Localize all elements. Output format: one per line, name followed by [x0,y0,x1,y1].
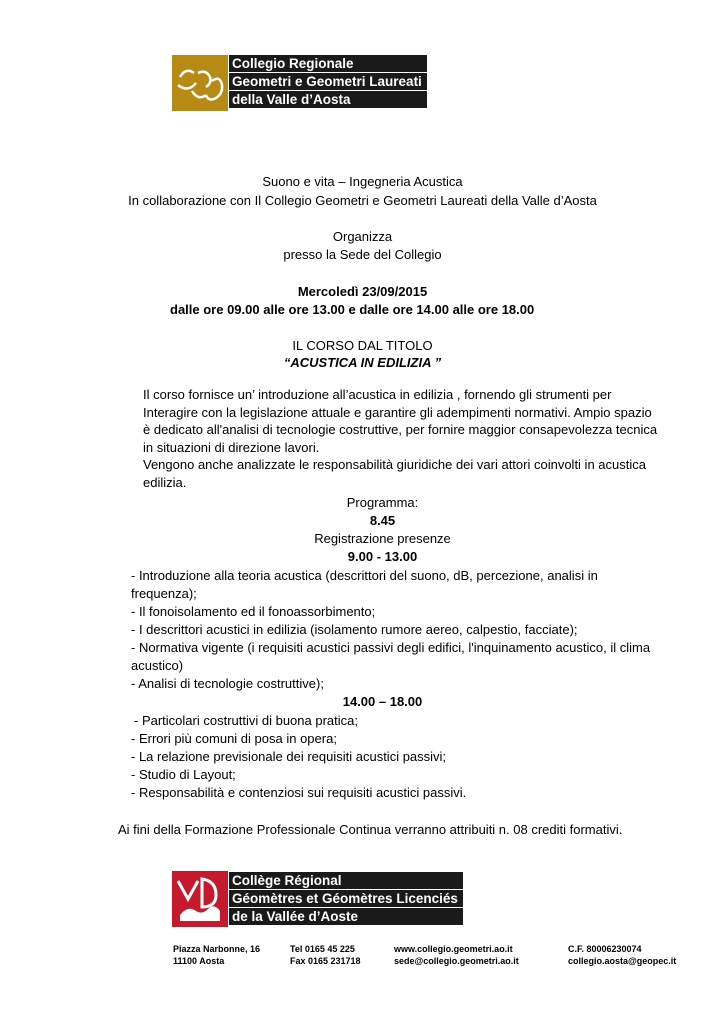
logo-line: Geometri e Geometri Laureati [229,73,427,90]
web-block [394,943,519,967]
event-hours: dalle ore 09.00 alle ore 13.00 e dalle ore 14.00 alle ore 18.00 [170,302,535,317]
description-line: è dedicato all'analisi di tecnologie costruttive, per fornire maggior consapevolezza tecnica [143,422,658,437]
website-link[interactable]: www.collegio.geometri.ao.it [394,944,513,954]
afternoon-item: - Studio di Layout; [131,767,236,782]
morning-item: - Normativa vigente (i requisiti acustici passivi degli edifici, l'inquinamento acustico, il clima [131,640,651,655]
event-subtitle: Suono e vita – Ingegneria Acustica [262,174,463,189]
pec-link[interactable]: collegio.aosta@geopec.it [568,956,677,966]
description-line: in situazioni di direzione lavori. [143,439,320,455]
fiscal-code: C.F. 80006230074 [568,944,642,954]
course-title: “ACUSTICA IN EDILIZIA ” [283,355,442,370]
description-line: Interagire con la legislazione attuale e garantire gli adempimenti normativi. Ampio spazio [143,404,652,420]
logo-line: de la Vallée d’Aoste [229,908,463,925]
registrazione-label: Registrazione presenze [314,531,451,546]
college-logo-mark [172,871,228,927]
event-date: Mercoledì 23/09/2015 [297,284,428,299]
programma-label: Programma: [346,495,419,510]
fax-number: Fax 0165 231718 [290,956,361,966]
afternoon-item: - Errori più comuni di posa in opera; [131,731,337,746]
morning-item: - Analisi di tecnologie costruttive); [131,676,324,691]
venue-line: presso la Sede del Collegio [283,247,442,262]
fiscal-block [568,943,676,967]
morning-item: frequenza); [131,586,197,601]
afternoon-item: - La relazione previsionale dei requisiti acustici passivi; [131,749,447,764]
course-label: IL CORSO DAL TITOLO [292,338,433,353]
morning-item: - I descrittori acustici in edilizia (isolamento rumore aereo, calpestio, facciate); [131,622,578,637]
address-line: Piazza Narbonne, 16 [173,944,261,954]
logo-line: Collège Régional [229,872,463,889]
organizza-label: Organizza [332,229,393,244]
programma-time-registration: 8.45 [369,513,396,528]
logo-line: della Valle d’Aosta [229,91,427,108]
logo-line: Collegio Regionale [229,55,427,72]
collegio-logo-mark [172,55,228,111]
programma-time-morning: 9.00 - 13.00 [347,549,418,564]
college-logo-text [229,872,463,926]
course-description [143,386,683,491]
logo-line: Géomètres et Géomètres Licenciés [229,890,463,907]
description-line: Il corso fornisce un’ introduzione all’acustica in edilizia , fornendo gli strumenti per [143,387,612,402]
morning-item: - Introduzione alla teoria acustica (descrittori del suono, dB, percezione, analisi in [131,568,598,583]
phone-block [290,943,361,967]
email-link[interactable]: sede@collegio.geometri.ao.it [394,956,519,966]
morning-item: - Il fonoisolamento ed il fonoassorbimento; [131,604,376,619]
phone-number: Tel 0165 45 225 [290,944,355,954]
afternoon-item: - Particolari costruttivi di buona pratica; [134,713,358,728]
programma-time-afternoon: 14.00 – 18.00 [342,694,423,709]
afternoon-item: - Responsabilità e contenziosi sui requisiti acustici passivi. [131,785,467,800]
collegio-logo-text [229,55,427,109]
description-line: edilizia. [143,474,187,490]
address-line: 11100 Aosta [173,956,225,966]
morning-item: acustico) [131,658,184,673]
description-line: Vengono anche analizzate le responsabilità giuridiche dei vari attori coinvolti in acustica [143,457,646,472]
crediti-note: Ai fini della Formazione Professionale Continua verranno attribuiti n. 08 crediti formativi. [118,822,623,837]
collaboration-line: In collaborazione con Il Collegio Geometri e Geometri Laureati della Valle d’Aosta [128,193,597,208]
address-block [173,943,260,967]
